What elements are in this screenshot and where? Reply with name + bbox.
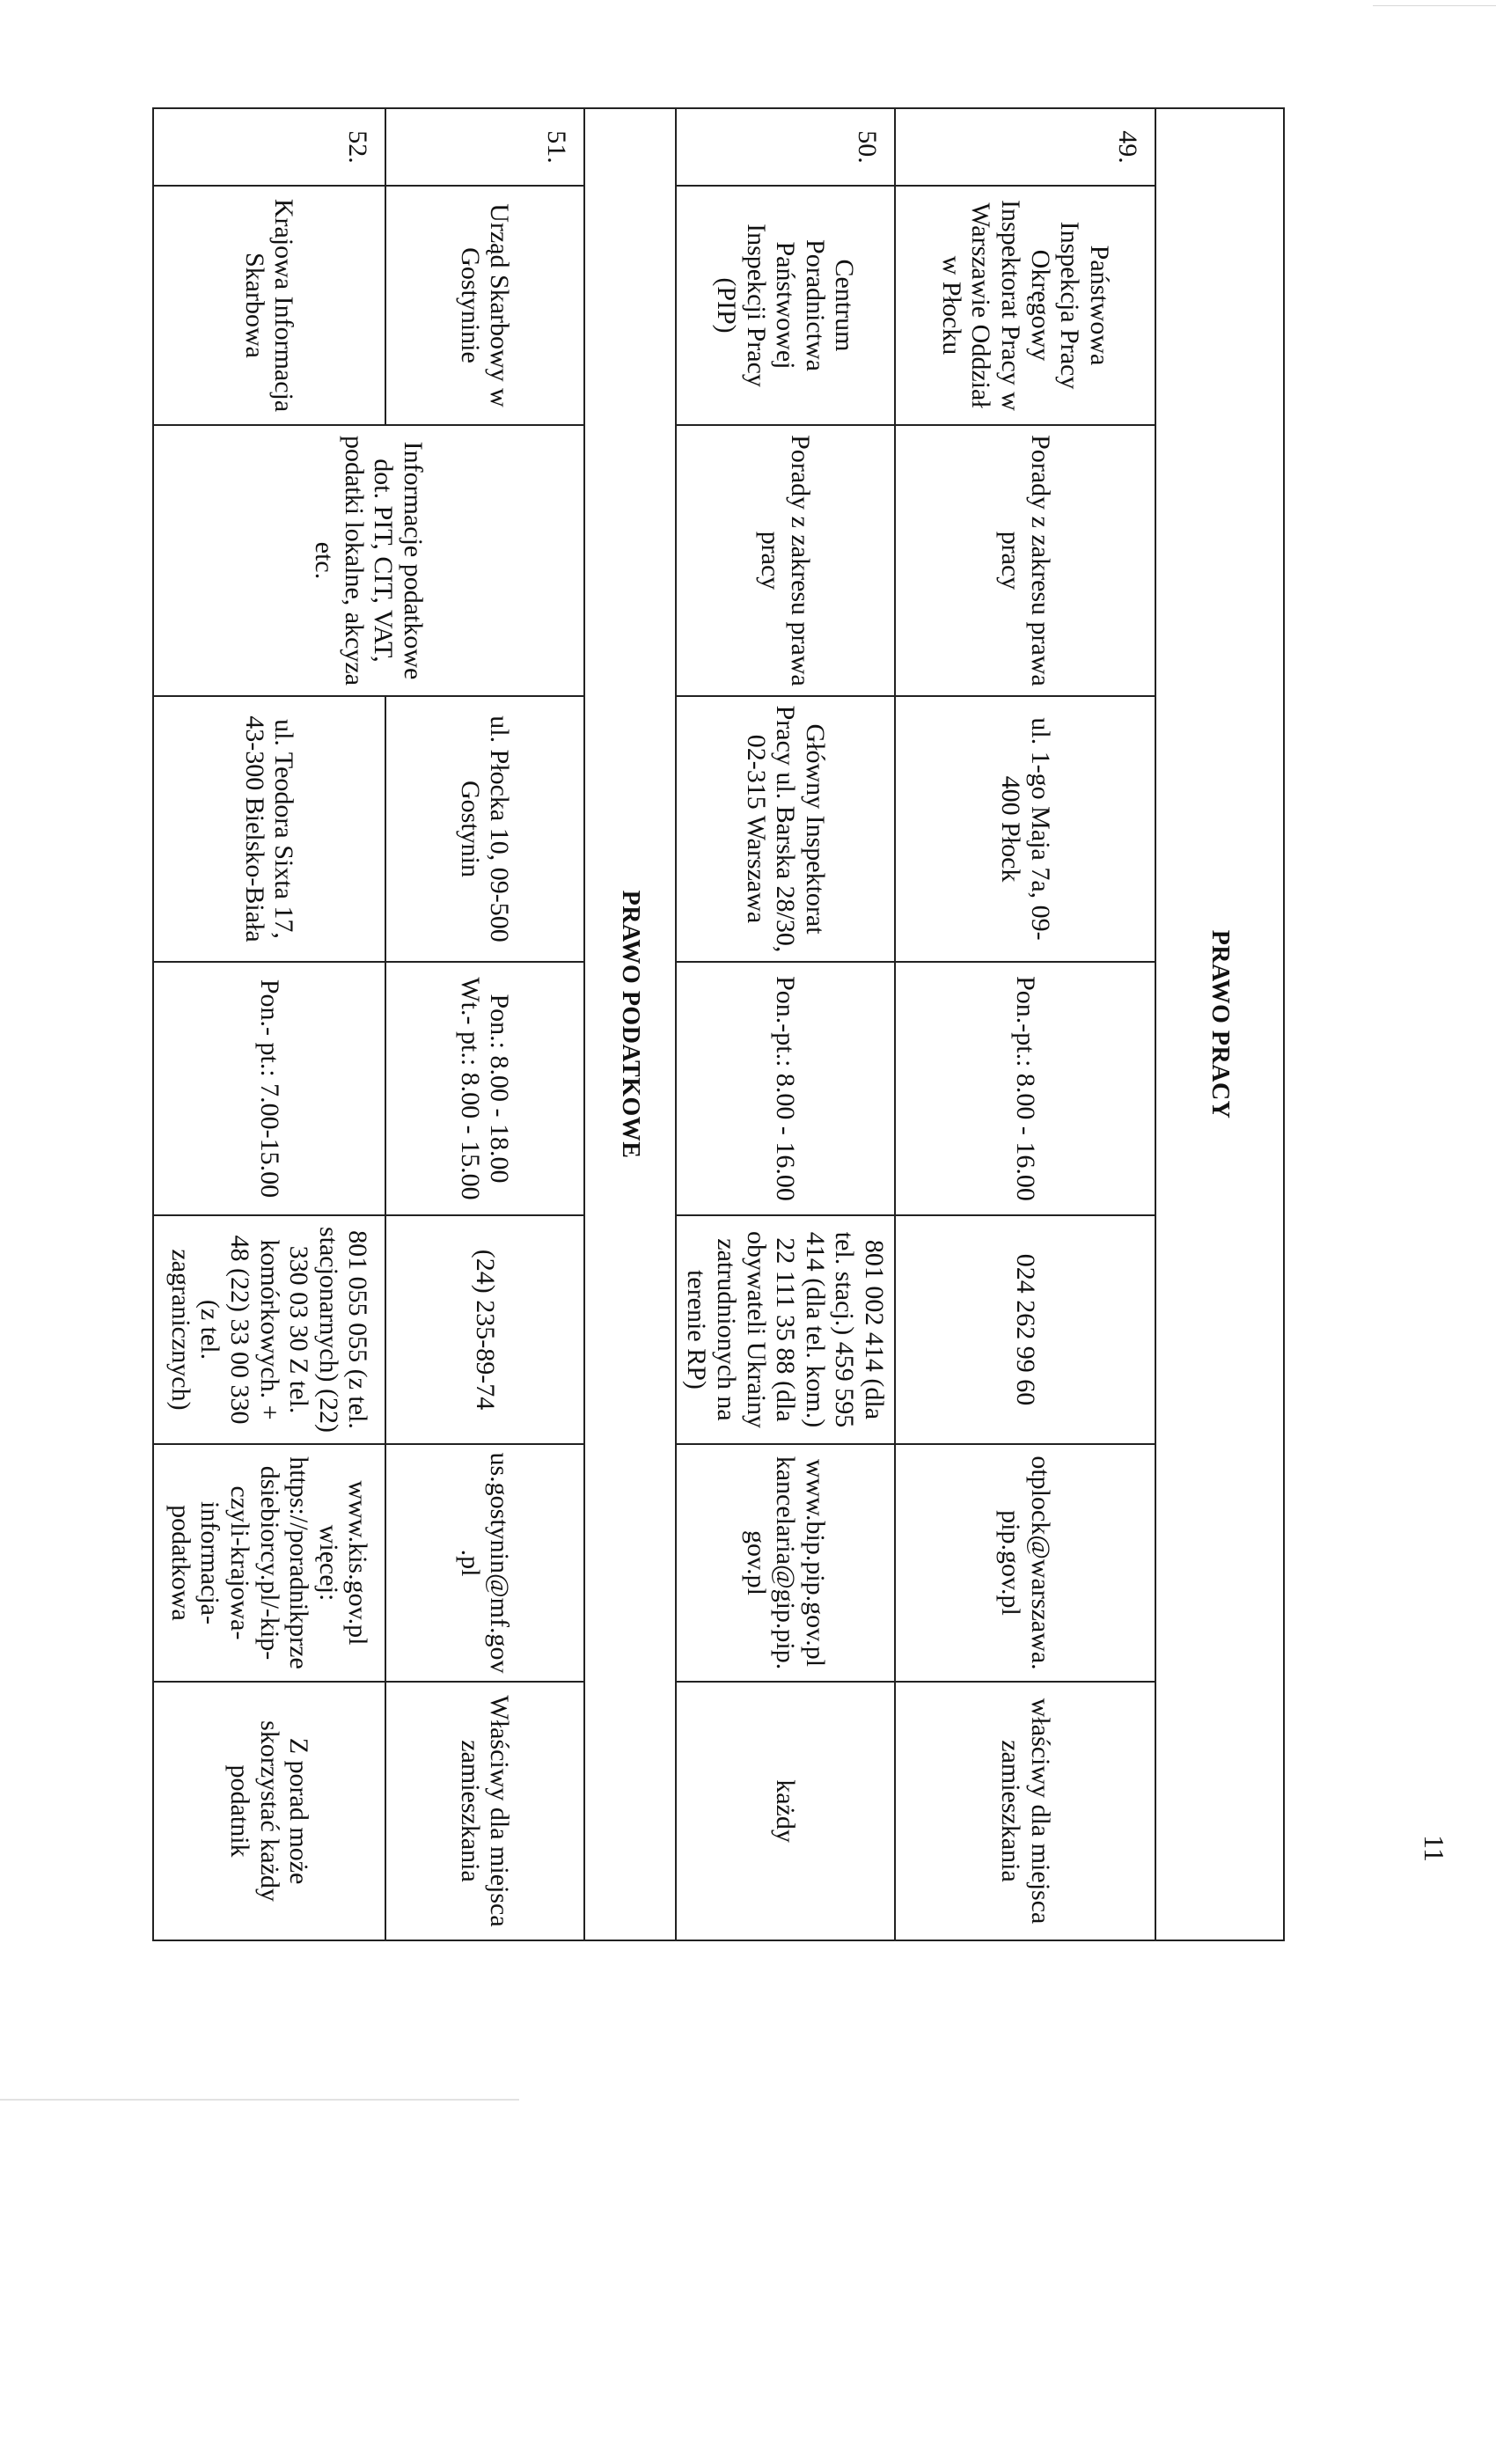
institution-name: Urząd Skarbowy w Gostyninie	[385, 186, 584, 425]
address: ul. Płocka 10, 09-500 Gostynin	[385, 696, 584, 962]
section-header-labor-law: PRAWO PRACY	[1155, 108, 1284, 1940]
institution-name: Centrum Poradnictwa Państwowej Inspekcji Pracy (PIP)	[676, 186, 895, 425]
opening-hours: Pon.-pt.: 8.00 - 16.00	[895, 962, 1155, 1215]
table-row	[895, 108, 1155, 1940]
phone: 024 262 99 60	[895, 1215, 1155, 1444]
scan-edge-mark	[1373, 5, 1496, 6]
eligibility: każdy	[676, 1682, 895, 1940]
scan-artifact-line	[0, 2099, 519, 2101]
table-row	[676, 108, 895, 1940]
address: ul. 1-go Maja 7a, 09-400 Płock	[895, 696, 1155, 962]
table-row	[153, 108, 385, 1940]
opening-hours: Pon.- pt.: 7.00-15.00	[153, 962, 385, 1215]
phone: 801 055 055 (z tel. stacjonarnych) (22) 330 03 30 Z tel. komórkowych. + 48 (22) 33 00 330 (z tel. zagranicznych)	[153, 1215, 385, 1444]
row-number: 52.	[153, 108, 385, 186]
page-number: 11	[1419, 1835, 1450, 1862]
rotated-table-container	[165, 107, 1285, 1940]
email-website: us.gostynin@mf.gov.pl	[385, 1444, 584, 1682]
address: ul. Teodora Sixta 17, 43-300 Bielsko-Biała	[153, 696, 385, 962]
legal-aid-table	[152, 107, 1285, 1941]
opening-hours: Pon.: 8.00 - 18.00 Wt.- pt.: 8.00 - 15.00	[385, 962, 584, 1215]
phone: 801 002 414 (dla tel. stacj.) 459 595 414 (dla tel. kom.) 22 111 35 88 (dla obywateli Ukrainy zatrudnionych na terenie RP)	[676, 1215, 895, 1444]
row-number: 51.	[385, 108, 584, 186]
email-website: www.kis.gov.pl więcej: https://poradnikprzedsiebiorcy.pl/-kip-czyli-krajowa-informacja-podatkowa	[153, 1444, 385, 1682]
phone: (24) 235-89-74	[385, 1215, 584, 1444]
eligibility: Właściwy dla miejsca zamieszkania	[385, 1682, 584, 1940]
row-number: 49.	[895, 108, 1155, 186]
advice-scope: Porady z zakresu prawa pracy	[895, 425, 1155, 696]
eligibility: Z porad może skorzystać każdy podatnik	[153, 1682, 385, 1940]
email-website: www.bip.pip.gov.pl kancelaria@gip.pip.gov.pl	[676, 1444, 895, 1682]
section-row-labor	[1155, 108, 1284, 1940]
opening-hours: Pon.-pt.: 8.00 - 16.00	[676, 962, 895, 1215]
table-row	[385, 108, 584, 1940]
section-row-tax	[584, 108, 676, 1940]
address: Główny Inspektorat Pracy ul. Barska 28/30, 02-315 Warszawa	[676, 696, 895, 962]
institution-name: Krajowa Informacja Skarbowa	[153, 186, 385, 425]
email-website: otplock@warszawa.pip.gov.pl	[895, 1444, 1155, 1682]
section-header-tax-law: PRAWO PODATKOWE	[584, 108, 676, 1940]
row-number: 50.	[676, 108, 895, 186]
eligibility: właściwy dla miejsca zamieszkania	[895, 1682, 1155, 1940]
advice-scope: Porady z zakresu prawa pracy	[676, 425, 895, 696]
advice-scope: Informacje podatkowe dot. PIT, CIT, VAT, podatki lokalne, akcyza etc.	[153, 425, 584, 696]
institution-name: Państwowa Inspekcja Pracy Okręgowy Inspektorat Pracy w Warszawie Oddział w Płocku	[895, 186, 1155, 425]
